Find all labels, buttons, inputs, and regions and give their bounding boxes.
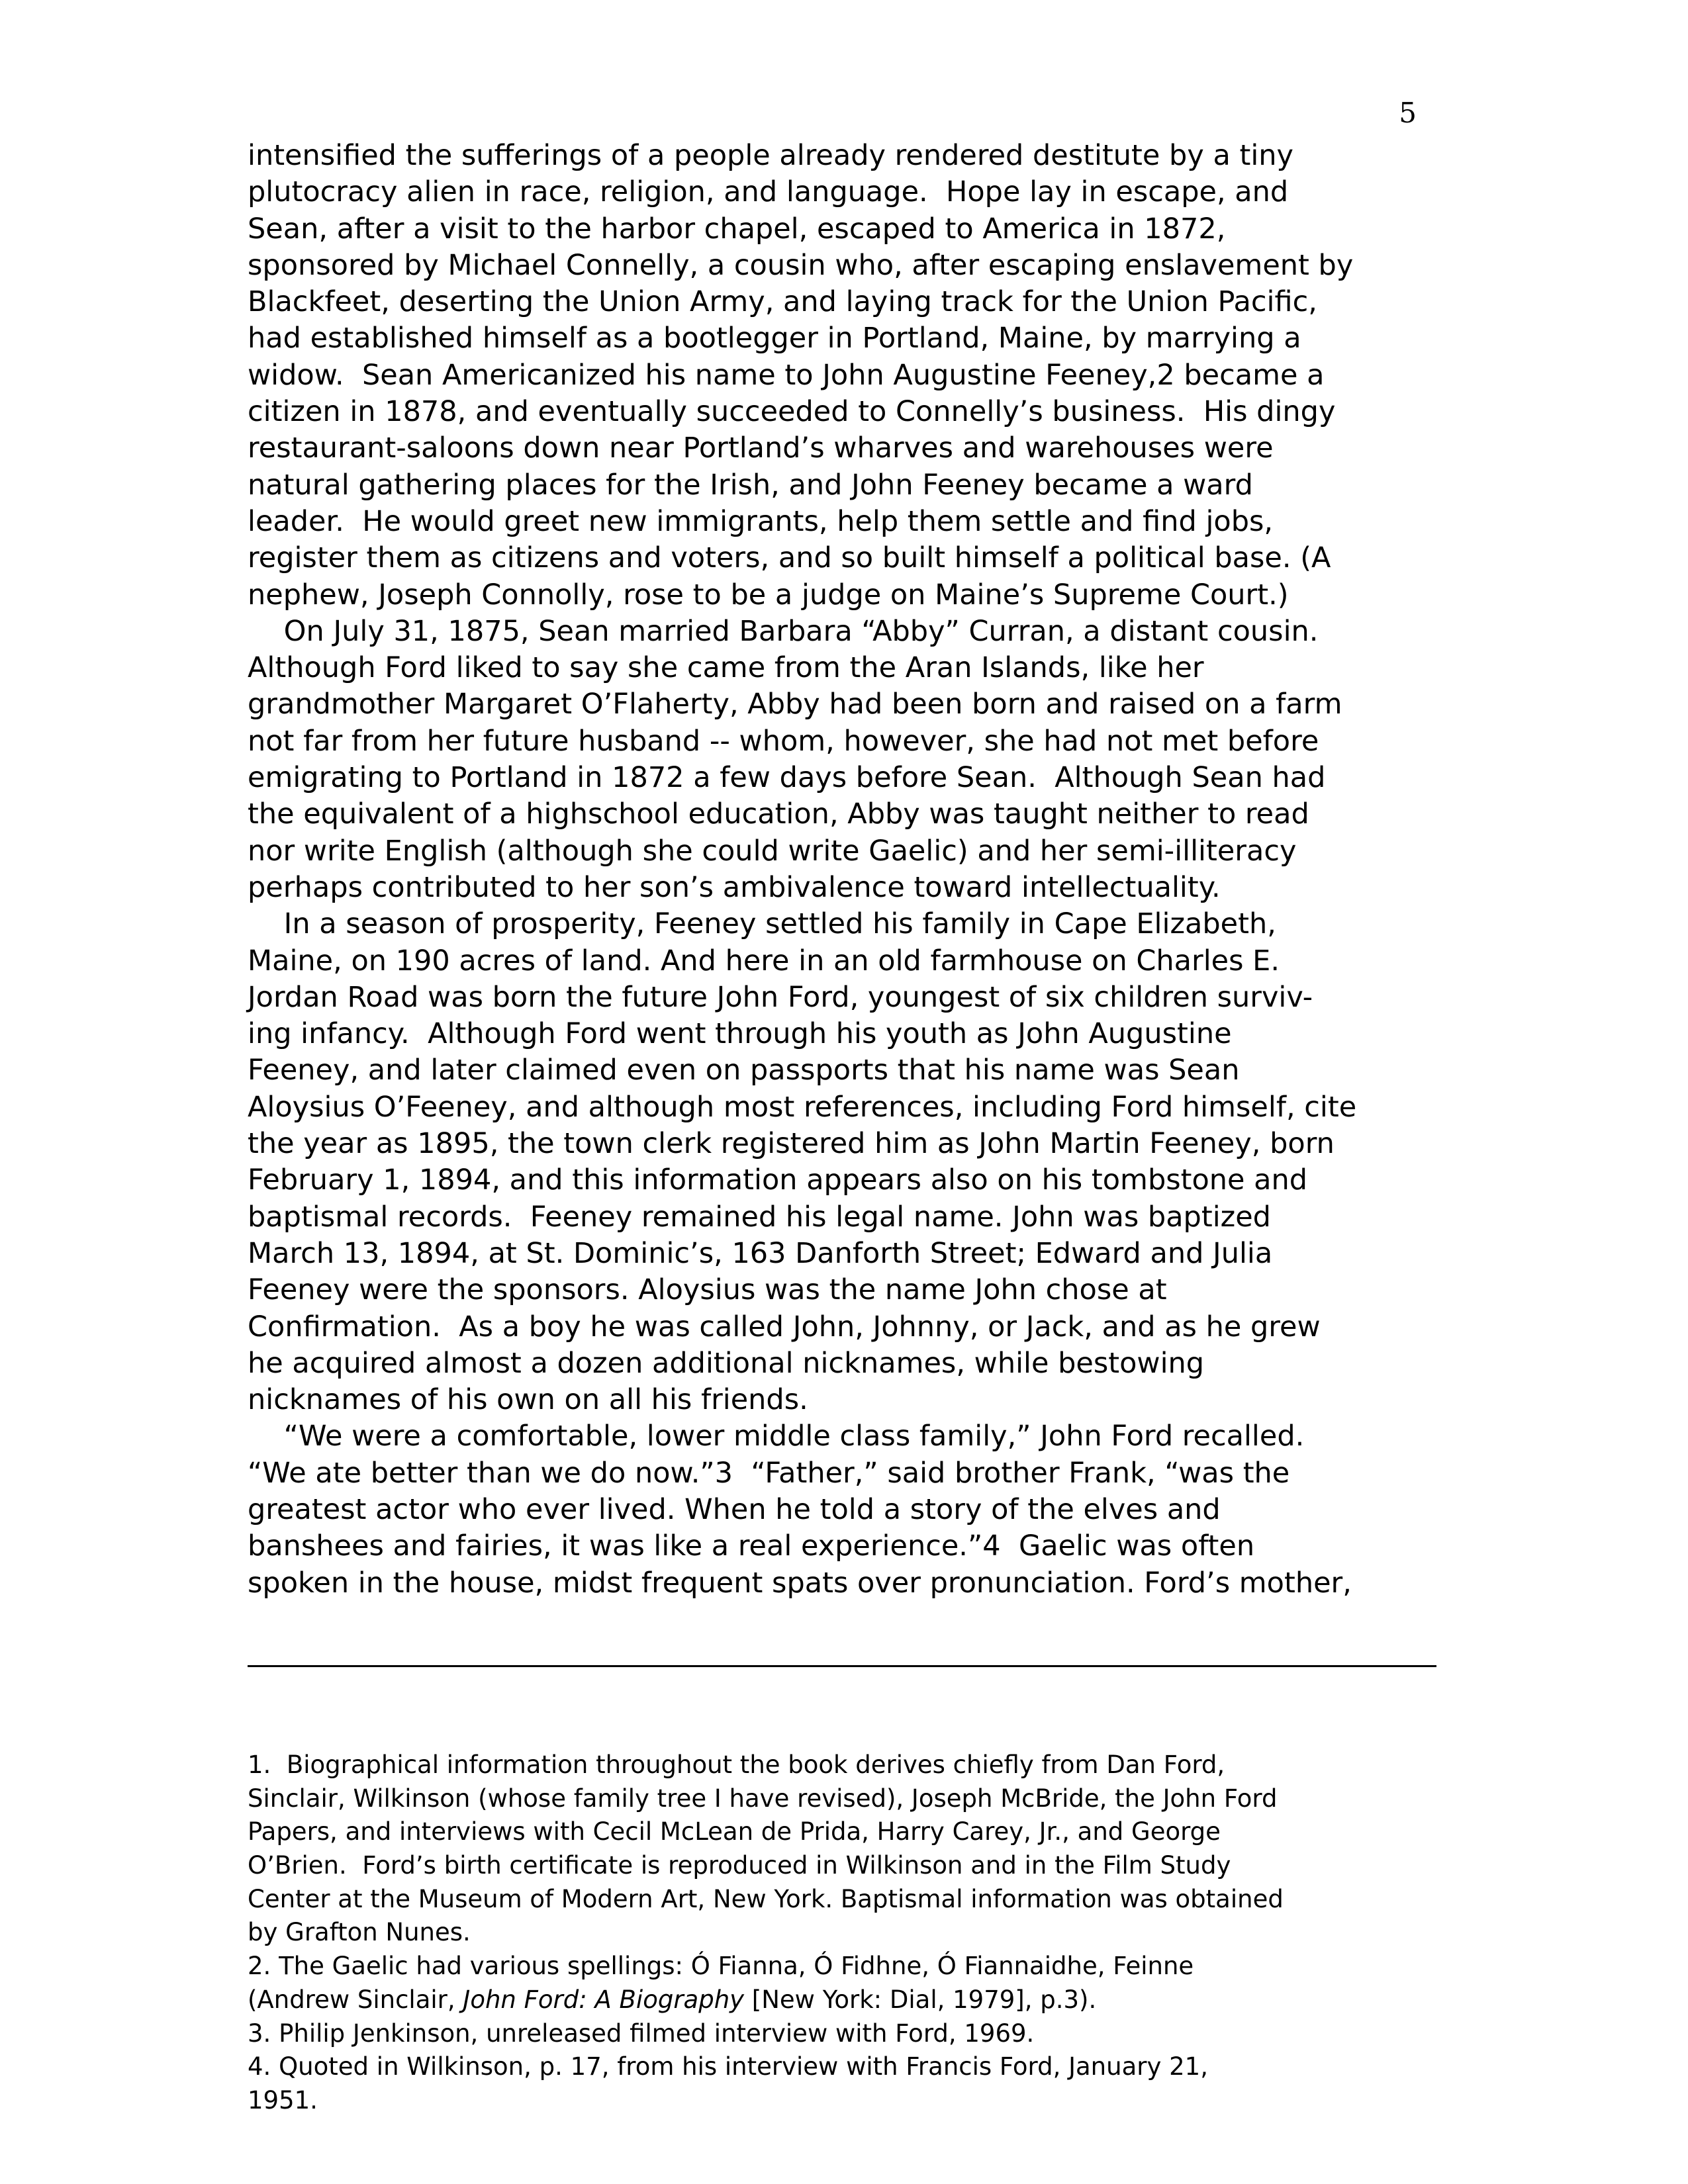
body-line-19: the equivalent of a highschool education, Abby was taught neither to read [248, 797, 1309, 831]
footnotes [248, 1749, 1439, 2118]
body-line-36: “We were a comfortable, lower middle class family,” John Ford recalled. [248, 1420, 1305, 1453]
body-line-13: nephew, Joseph Connolly, rose to be a judge on Maine’s Supreme Court.) [248, 578, 1289, 612]
footnote-2-line-1: 2. The Gaelic had various spellings: Ó Fianna, Ó Fidhne, Ó Fiannaidhe, Feinne [248, 1952, 1194, 1981]
body-line-28: the year as 1895, the town clerk registered him as John Martin Feeney, born [248, 1127, 1335, 1161]
body-line-2: plutocracy alien in race, religion, and language. Hope lay in escape, and [248, 175, 1289, 209]
body-line-3: Sean, after a visit to the harbor chapel, escaped to America in 1872, [248, 212, 1226, 246]
body-line-8: citizen in 1878, and eventually succeeded to Connelly’s business. His dingy [248, 395, 1336, 429]
body-line-32: Feeney were the sponsors. Aloysius was the name John chose at [248, 1273, 1167, 1307]
body-line-37: “We ate better than we do now.”3 “Father,” said brother Frank, “was the [248, 1456, 1290, 1490]
body-line-1: intensified the sufferings of a people already rendered destitute by a tiny [248, 139, 1293, 172]
body-line-22: In a season of prosperity, Feeney settled his family in Cape Elizabeth, [248, 907, 1276, 941]
body-line-25: ing infancy. Although Ford went through his youth as John Augustine [248, 1017, 1232, 1051]
footnote-2-line-2 [248, 1983, 1439, 2017]
footnote-1-line-1: 1. Biographical information throughout the book derives chiefly from Dan Ford, [248, 1751, 1225, 1779]
body-text [248, 138, 1439, 1602]
body-line-31: March 13, 1894, at St. Dominic’s, 163 Danforth Street; Edward and Julia [248, 1236, 1273, 1270]
footnote-1-line-4: O’Brien. Ford’s birth certificate is reproduced in Wilkinson and in the Film Study [248, 1851, 1231, 1880]
body-line-16: grandmother Margaret O’Flaherty, Abby had been born and raised on a farm [248, 688, 1342, 721]
body-line-34: he acquired almost a dozen additional nicknames, while bestowing [248, 1346, 1205, 1380]
body-line-18: emigrating to Portland in 1872 a few days before Sean. Although Sean had [248, 761, 1326, 795]
body-line-15: Although Ford liked to say she came from the Aran Islands, like her [248, 651, 1204, 685]
footnote-4-line-2: 1951. [248, 2085, 318, 2115]
body-line-35: nicknames of his own on all his friends. [248, 1383, 808, 1417]
body-line-27: Aloysius O’Feeney, and although most references, including Ford himself, cite [248, 1090, 1357, 1124]
footnote-3: 3. Philip Jenkinson, unreleased filmed interview with Ford, 1969. [248, 2019, 1035, 2048]
footnote-1-line-2: Sinclair, Wilkinson (whose family tree I have revised), Joseph McBride, the John Ford [248, 1784, 1278, 1813]
body-line-30: baptismal records. Feeney remained his legal name. John was baptized [248, 1200, 1271, 1234]
footnote-2-book-title: John Ford: A Biography [463, 1985, 745, 2014]
footnote-2-pre: (Andrew Sinclair, [248, 1985, 463, 2014]
body-line-33: Confirmation. As a boy he was called John, Johnny, or Jack, and as he grew [248, 1310, 1321, 1343]
body-line-21: perhaps contributed to her son’s ambivalence toward intellectuality. [248, 870, 1221, 904]
body-line-4: sponsored by Michael Connelly, a cousin who, after escaping enslavement by [248, 248, 1354, 282]
body-line-17: not far from her future husband -- whom, however, she had not met before [248, 724, 1319, 758]
body-line-40: spoken in the house, midst frequent spats over pronunciation. Ford’s mother, [248, 1566, 1352, 1600]
body-line-14: On July 31, 1875, Sean married Barbara “Abby” Curran, a distant cousin. [248, 614, 1319, 648]
footnote-separator [248, 1665, 1436, 1667]
footnote-1 [248, 1749, 1439, 1950]
body-line-12: register them as citizens and voters, and so built himself a political base. (A [248, 541, 1331, 575]
footnote-1-line-5: Center at the Museum of Modern Art, New York. Baptismal information was obtained [248, 1884, 1284, 1913]
body-line-6: had established himself as a bootlegger in Portland, Maine, by marrying a [248, 322, 1301, 355]
body-line-26: Feeney, and later claimed even on passports that his name was Sean [248, 1054, 1240, 1087]
body-line-39: banshees and fairies, it was like a real experience.”4 Gaelic was often [248, 1529, 1255, 1563]
body-line-29: February 1, 1894, and this information appears also on his tombstone and [248, 1163, 1308, 1197]
footnote-2-post: [New York: Dial, 1979], p.3). [744, 1985, 1097, 2014]
body-line-24: Jordan Road was born the future John Ford, youngest of six children surviv- [248, 980, 1313, 1014]
footnote-4 [248, 2050, 1439, 2117]
body-line-23: Maine, on 190 acres of land. And here in an old farmhouse on Charles E. [248, 944, 1280, 978]
footnote-1-line-3: Papers, and interviews with Cecil McLean de Prida, Harry Carey, Jr., and George [248, 1817, 1221, 1846]
body-line-7: widow. Sean Americanized his name to John Augustine Feeney,2 became a [248, 358, 1325, 392]
body-line-10: natural gathering places for the Irish, and John Feeney became a ward [248, 468, 1253, 502]
body-line-9: restaurant-saloons down near Portland’s wharves and warehouses were [248, 432, 1274, 465]
body-line-5: Blackfeet, deserting the Union Army, and laying track for the Union Pacific, [248, 285, 1317, 319]
footnote-4-line-1: 4. Quoted in Wilkinson, p. 17, from his interview with Francis Ford, January 21, [248, 2052, 1208, 2081]
body-line-38: greatest actor who ever lived. When he told a story of the elves and [248, 1492, 1221, 1526]
footnote-1-line-6: by Grafton Nunes. [248, 1918, 471, 1947]
body-line-11: leader. He would greet new immigrants, help them settle and find jobs, [248, 504, 1274, 538]
body-line-20: nor write English (although she could write Gaelic) and her semi-illiteracy [248, 834, 1297, 868]
page-number: 5 [1399, 97, 1417, 129]
